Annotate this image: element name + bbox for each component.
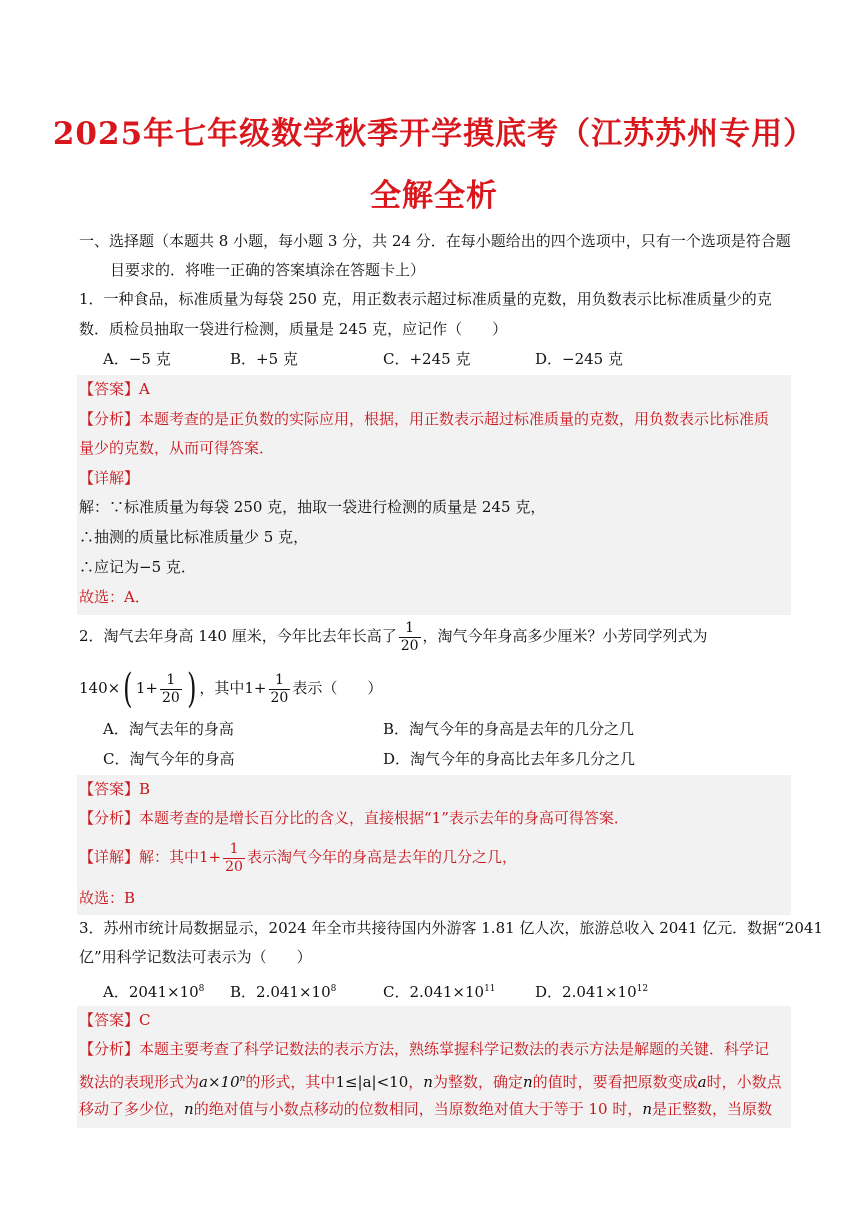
q2-option-b: B．淘气今年的身高是去年的几分之几 xyxy=(383,720,635,738)
page-subtitle: 全解全析 xyxy=(370,178,498,214)
q3-analysis3-n2: n xyxy=(642,1100,652,1118)
q3-analysis2-n: n xyxy=(423,1073,433,1091)
q2-expr-fraction-2 xyxy=(269,672,291,707)
q2-fraction-numerator: 1 xyxy=(399,620,421,638)
q3-answer: 【答案】C xyxy=(79,1011,151,1029)
q1-option-c: C．+245 克 xyxy=(383,350,471,368)
q2-detail-text-c: 表示淘气今年的身高是去年的几分之几， xyxy=(246,848,517,866)
q2-expr-fraction-2-numerator: 1 xyxy=(269,672,291,690)
q3-option-a-text: A．2041×10 xyxy=(103,983,199,1001)
q3-option-b-exponent: 8 xyxy=(330,984,337,994)
q3-option-a-exponent: 8 xyxy=(198,984,205,994)
q1-detail-line3: ∴应记为−5 克． xyxy=(79,558,196,576)
q2-answer: 【答案】B xyxy=(79,780,151,798)
q2-option-a: A．淘气去年的身高 xyxy=(103,720,234,738)
q3-analysis3-text-c: 是正整数，当原数 xyxy=(652,1100,773,1118)
q2-expr-fraction-2-denominator: 20 xyxy=(270,689,289,706)
q2-expr-part-b: 1+ xyxy=(135,679,158,697)
q3-analysis-line2 xyxy=(79,1069,782,1092)
q1-detail-label: 【详解】 xyxy=(79,469,140,487)
q2-detail-fraction xyxy=(223,841,245,876)
q2-choice: 故选：B xyxy=(79,889,136,907)
q3-option-c-exponent: 11 xyxy=(484,984,496,994)
q1-detail-line2: ∴抽测的质量比标准质量少 5 克， xyxy=(79,528,309,546)
q2-option-d: D．淘气今年的身高比去年多几分之几 xyxy=(383,750,636,768)
q3-analysis3-text-b: 的绝对值与小数点移动的位数相同，当原数绝对值大于等于 10 时， xyxy=(193,1100,643,1118)
q1-stem-line1: 1．一种食品，标准质量为每袋 250 克，用正数表示超过标准质量的克数，用负数表示比标准质量少的克 xyxy=(79,290,772,308)
q3-analysis2-range: 1≤|a|<10 xyxy=(335,1073,409,1091)
q3-analysis2-text-c: ， xyxy=(408,1073,424,1091)
q2-expr-part-a: 140× xyxy=(79,679,121,697)
q1-detail-line1: 解：∵标准质量为每袋 250 克，抽取一袋进行检测的质量是 245 克， xyxy=(79,498,546,516)
q2-fraction xyxy=(399,620,421,655)
q3-analysis2-text-f: 时，小数点 xyxy=(706,1073,782,1091)
q2-stem-line1 xyxy=(79,616,708,656)
q2-expr-part-d: 1+ xyxy=(244,679,267,697)
q3-analysis2-exponent: n xyxy=(239,1074,246,1084)
q1-stem-line2: 数．质检员抽取一袋进行检测，质量是 245 克，应记作（ ） xyxy=(79,320,508,338)
q3-analysis3-text-a: 移动了多少位， xyxy=(79,1100,185,1118)
page-title: 2025年七年级数学秋季开学摸底考（江苏苏州专用） xyxy=(52,116,816,152)
q2-expr-fraction-numerator: 1 xyxy=(160,672,182,690)
q3-option-d-exponent: 12 xyxy=(636,984,649,994)
q2-analysis: 【分析】本题考查的是增长百分比的含义，直接根据“1”表示去年的身高可得答案． xyxy=(79,809,629,827)
q3-option-b-text: B．2.041×10 xyxy=(230,983,331,1001)
q3-analysis2-text-a: 数法的表现形式为 xyxy=(79,1073,200,1091)
section-heading-line1: 一、选择题（本题共 8 小题，每小题 3 分，共 24 分．在每小题给出的四个选项中，只有一个选项是符合题 xyxy=(79,232,791,250)
q2-stem-text-a: 2．淘气去年身高 140 厘米，今年比去年长高了 xyxy=(79,627,397,645)
q2-expr-part-c: ，其中 xyxy=(199,679,245,697)
q3-analysis2-text-d: 为整数，确定 xyxy=(432,1073,523,1091)
q2-stem-line2 xyxy=(79,666,382,710)
q3-stem-line1: 3．苏州市统计局数据显示，2024 年全市共接待国内外游客 1.81 亿人次，旅游总收入 2041 亿元．数据“2041 xyxy=(79,919,823,937)
left-paren: ( xyxy=(123,666,133,712)
q2-detail-text-a: 【详解】解：其中 xyxy=(79,848,200,866)
q1-analysis-line2: 量少的克数，从而可得答案． xyxy=(79,439,275,457)
q3-analysis-line1: 【分析】本题主要考查了科学记数法的表示方法，熟练掌握科学记数法的表示方法是解题的关键．科学记 xyxy=(79,1040,770,1058)
q3-option-c-text: C．2.041×10 xyxy=(383,983,485,1001)
q3-stem-line2: 亿”用科学记数法可表示为（ ） xyxy=(79,948,312,966)
q3-option-d-text: D．2.041×10 xyxy=(535,983,637,1001)
q1-choice: 故选：A． xyxy=(79,588,150,606)
q3-analysis2-expr: a×10 xyxy=(199,1073,240,1091)
q2-detail xyxy=(79,835,517,879)
q2-fraction-denominator: 20 xyxy=(400,637,419,654)
q3-analysis-line3 xyxy=(79,1099,772,1119)
q2-expr-fraction xyxy=(160,672,182,707)
q3-analysis3-n: n xyxy=(184,1100,194,1118)
q1-analysis-line1: 【分析】本题考查的是正负数的实际应用，根据，用正数表示超过标准质量的克数，用负数表示比标准质 xyxy=(79,410,770,428)
q2-expr-fraction-denominator: 20 xyxy=(161,689,180,706)
q2-expr-part-e: 表示（ ） xyxy=(292,679,383,697)
q2-detail-fraction-numerator: 1 xyxy=(223,841,245,859)
q2-detail-text-b: 1+ xyxy=(199,848,222,866)
q2-stem-text-b: ，淘气今年身高多少厘米？小芳同学列式为 xyxy=(422,627,708,645)
q3-option-c xyxy=(383,979,496,1002)
q3-option-b xyxy=(230,979,336,1002)
q3-analysis2-text-e: 的值时，要看把原数变成 xyxy=(532,1073,698,1091)
q1-option-a: A．−5 克 xyxy=(103,350,171,368)
q1-answer: 【答案】A xyxy=(79,380,150,398)
q3-option-d xyxy=(535,979,648,1002)
q2-detail-fraction-denominator: 20 xyxy=(225,858,243,875)
q2-option-c: C．淘气今年的身高 xyxy=(103,750,235,768)
q1-option-d: D．−245 克 xyxy=(535,350,623,368)
right-paren: ) xyxy=(186,666,197,712)
q3-analysis2-text-b: 的形式，其中 xyxy=(245,1073,336,1091)
section-heading-line2: 目要求的．将唯一正确的答案填涂在答题卡上） xyxy=(110,261,426,279)
q3-analysis2-a: a xyxy=(697,1073,707,1091)
q3-analysis2-n2: n xyxy=(522,1073,533,1091)
q1-option-b: B．+5 克 xyxy=(230,350,298,368)
q3-option-a xyxy=(103,979,204,1002)
